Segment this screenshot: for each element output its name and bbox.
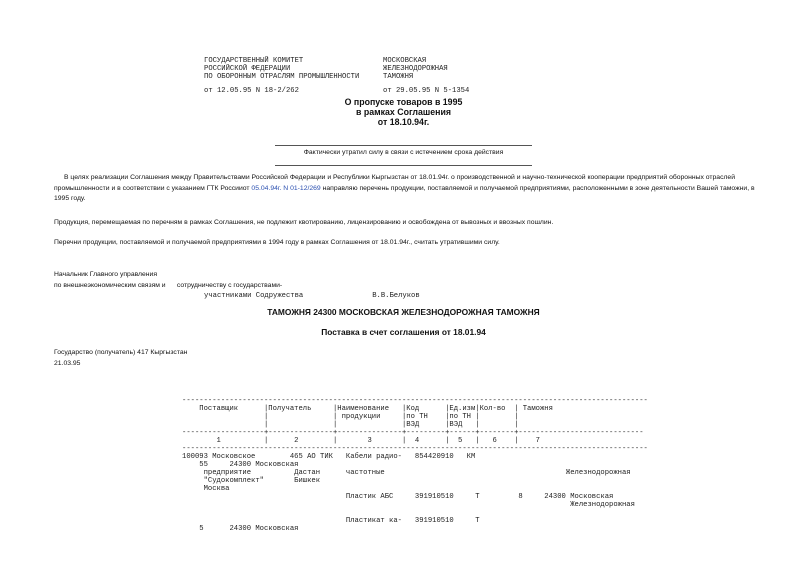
document-status: Фактически утратил силу в связи с истечением срока действия: [303, 149, 504, 156]
recipient-organization: МОСКОВСКАЯ ЖЕЛЕЗНОДОРОЖНАЯ ТАМОЖНЯ: [383, 57, 448, 81]
recipient-date-number: от 29.05.95 N 5-1354: [383, 87, 470, 95]
status-rule-top: [275, 145, 532, 146]
signature-name-line: участниками Содружества В.В.Белуков: [204, 292, 420, 300]
reference-link[interactable]: 05.04.94г. N 01-12/269: [251, 184, 321, 192]
sender-date-number: от 12.05.95 N 18-2/262: [204, 87, 299, 95]
paragraph-1-text-b: направляю перечень продукции, поставляемой и получаемой предприятиями, расположенными в зоне деятельности Вашей таможни, в 1995 году.: [54, 184, 755, 202]
appendix-subtitle: Поставка в счет соглашения от 18.01.94: [321, 327, 486, 337]
paragraph-3: Перечни продукции, поставляемой и получаемой предприятиями в 1994 году в рамках Соглашения от 18.01.94г., считать утратившими силу.: [54, 239, 500, 246]
paragraph-1: [54, 173, 768, 205]
appendix-date: 21.03.95: [54, 360, 81, 367]
document-title: О пропуске товаров в 1995 в рамках Соглашения от 18.10.94г.: [344, 97, 463, 127]
paragraph-1-text-a: В целях реализации Соглашения между Правительствами Российской Федерации и Республики Кыргызстан от 18.01.94г. о производственной и научно-технической кооперации предприятий оборонных отраслей промышленности и в соответствии с указанием ГТК Россииот: [54, 174, 736, 192]
signature-title-line-1: Начальник Главного управления: [54, 271, 158, 278]
sender-organization: ГОСУДАРСТВЕННЫЙ КОМИТЕТ РОССИЙСКОЙ ФЕДЕРАЦИИ ПО ОБОРОННЫМ ОТРАСЛЯМ ПРОМЫШЛЕННОСТИ: [204, 57, 360, 81]
supply-table: ------------------------------------------------------------------------------------------------------------ Поставщик |Получатель |Наименование |Код |Ед.изм|Кол-во | Таможня | | продукции |по ТН |по ТН | | | | |ВЭД |ВЭД | | -------------------+---------------+---------------+---------+------+--------+----------------------------- 1 | 2 | 3 | 4 | 5 | 6 | 7 ------------------------------------------------------------------------------------------------------------ 100093 Московское 465 АО ТИК Кабели радио- 854420910 КМ 55 24300 Московская предприятие Дастан частотные Железнодорожная "Судокомплект" Бишкек Москва Пластик АБС 391910510 Т 8 24300 Московская Железнодорожная Пластикат ка- 391910510 Т 5 24300 Московская: [182, 397, 648, 533]
status-rule-bottom: [275, 165, 532, 166]
appendix-title: ТАМОЖНЯ 24300 МОСКОВСКАЯ ЖЕЛЕЗНОДОРОЖНАЯ ТАМОЖНЯ: [267, 307, 540, 317]
recipient-state: Государство (получатель) 417 Кыргызстан: [54, 349, 188, 356]
paragraph-2: Продукция, перемещаемая по перечням в рамках Соглашения, не подлежит квотированию, лицензированию и освобождена от вывозных и ввозных пошлин.: [54, 219, 554, 226]
signature-title-line-2: по внешнеэкономическим связям и сотрудничеству с государствами-: [54, 282, 283, 289]
